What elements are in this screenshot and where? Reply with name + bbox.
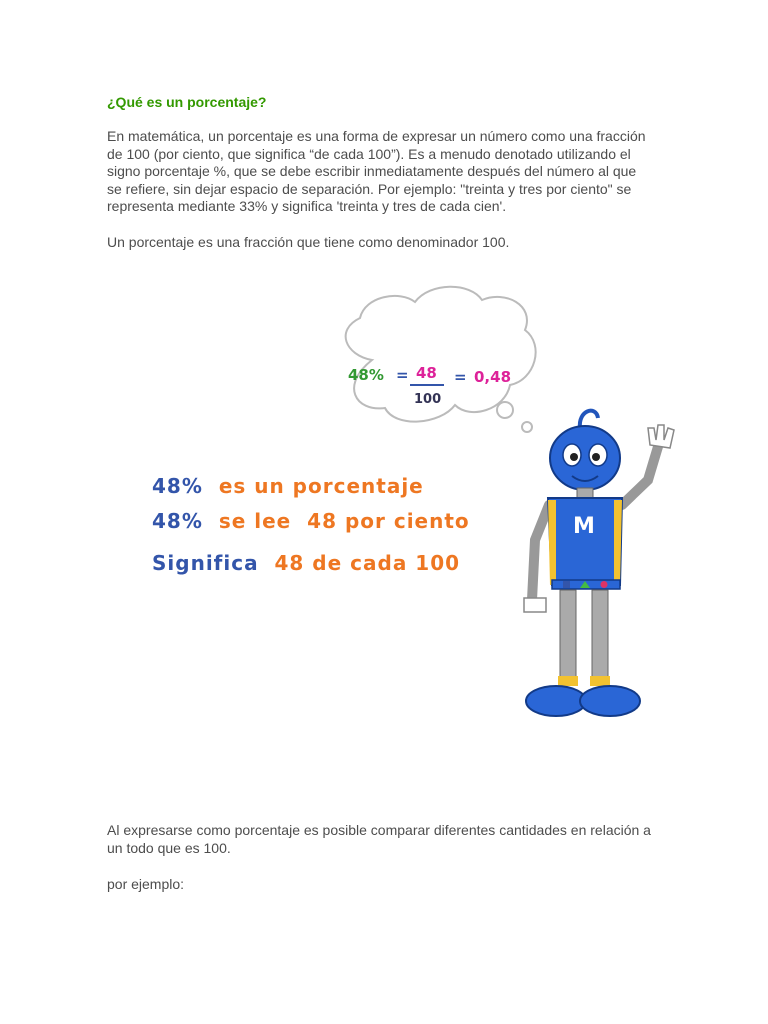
statement-line-1 — [152, 474, 424, 498]
cloud-denominator: 100 — [414, 392, 442, 407]
line2-text: se lee — [218, 509, 292, 533]
line2-reading: 48 por ciento — [307, 509, 470, 533]
page-title: ¿Qué es un porcentaje? — [107, 94, 267, 110]
definition-paragraph: Un porcentaje es una fracción que tiene como denominador 100. — [107, 234, 510, 250]
thought-cloud — [346, 287, 536, 432]
intro-paragraph: En matemática, un porcentaje es una forma de expresar un número como una fracción de 100 (por ciento, que significa “de cada 100”). Es a menudo denotado utilizando el signo porcentaje %, que se debe escribir inmediatamente después del número al que se refiere, sin dejar espacio de separación. Por ejemplo: "treinta y tres por ciento" se representa mediante 33% y significa 'treinta y tres de cada cien'. — [107, 128, 646, 214]
cloud-equals-1: = — [396, 366, 409, 384]
robot-letter: M — [573, 514, 595, 539]
cloud-numerator: 48 — [416, 364, 437, 382]
example-label: por ejemplo: — [107, 876, 185, 892]
line1-text: es un porcentaje — [218, 474, 424, 498]
statement-line-3 — [152, 551, 460, 575]
cloud-percent: 48% — [348, 366, 384, 384]
cloud-decimal: 0,48 — [474, 368, 512, 386]
cloud-equals-2: = — [454, 368, 467, 386]
line1-percent: 48% — [152, 474, 203, 498]
line2-percent: 48% — [152, 509, 203, 533]
comparison-paragraph: Al expresarse como porcentaje es posible comparar diferentes cantidades en relación a un todo que es 100. — [107, 822, 651, 856]
line3-label: Significa — [152, 551, 259, 575]
statement-line-2 — [152, 509, 470, 533]
robot-character — [524, 411, 674, 716]
line3-text: 48 de cada 100 — [274, 551, 461, 575]
